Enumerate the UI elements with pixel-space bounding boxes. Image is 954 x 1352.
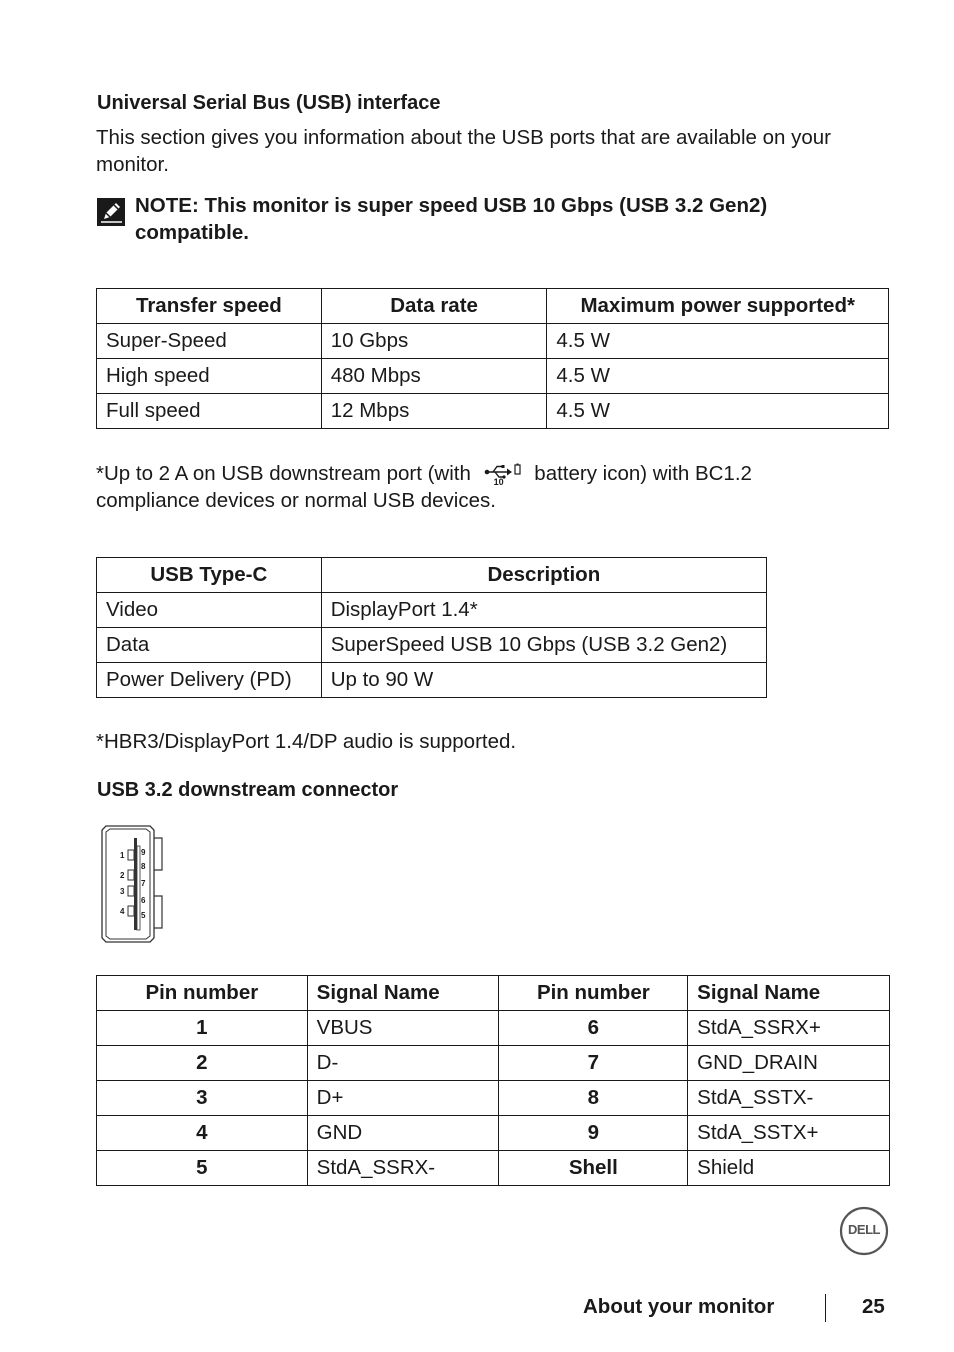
typec-footnote: *HBR3/DisplayPort 1.4/DP audio is supported. [96, 730, 517, 753]
table-row [97, 628, 767, 663]
pin-label: 2 [120, 871, 125, 880]
table-cell: 2 [97, 1046, 308, 1081]
page-number: 25 [862, 1295, 885, 1318]
usb-typec-table [96, 557, 767, 698]
usb-battery-icon [483, 463, 523, 487]
table-header-row [97, 289, 889, 324]
power-footnote-line2: compliance devices or normal USB devices. [96, 489, 496, 512]
table-cell: StdA_SSTX- [688, 1081, 890, 1116]
header-cell: Maximum power supported* [547, 289, 889, 324]
header-cell: Transfer speed [97, 289, 322, 324]
table-cell: High speed [97, 359, 322, 394]
header-cell: Signal Name [688, 976, 890, 1011]
section-heading-downstream: USB 3.2 downstream connector [97, 779, 399, 801]
table-cell: StdA_SSTX+ [688, 1116, 890, 1151]
table-cell: 4.5 W [547, 359, 889, 394]
table-cell: D+ [307, 1081, 499, 1116]
dell-logo [839, 1206, 889, 1256]
table-row [97, 1081, 890, 1116]
pin-label: 9 [141, 848, 146, 857]
table-cell: VBUS [307, 1011, 499, 1046]
table-cell: Video [97, 593, 322, 628]
pin-label: 1 [120, 851, 125, 860]
table-cell: Super-Speed [97, 324, 322, 359]
pin-label: 8 [141, 862, 146, 871]
dell-logo-text: DELL [848, 1222, 880, 1237]
table-cell: SuperSpeed USB 10 Gbps (USB 3.2 Gen2) [321, 628, 766, 663]
pin-assignment-table [96, 975, 890, 1186]
footnote-text: *Up to 2 A on USB downstream port (with [96, 462, 471, 485]
table-cell: 480 Mbps [321, 359, 547, 394]
table-header-row [97, 558, 767, 593]
pin-label: 4 [120, 907, 125, 916]
pin-label: 5 [141, 911, 146, 920]
power-footnote-line1 [96, 460, 752, 487]
header-cell: Pin number [499, 976, 688, 1011]
usb-a-connector-icon [100, 824, 166, 944]
table-cell: 8 [499, 1081, 688, 1116]
table-cell: DisplayPort 1.4* [321, 593, 766, 628]
table-cell: Power Delivery (PD) [97, 663, 322, 698]
header-cell: Signal Name [307, 976, 499, 1011]
table-cell: Up to 90 W [321, 663, 766, 698]
pin-label: 7 [141, 879, 146, 888]
table-cell: 10 Gbps [321, 324, 547, 359]
footer-section-title: About your monitor [583, 1295, 775, 1318]
table-cell: Shield [688, 1151, 890, 1186]
table-row [97, 394, 889, 429]
table-cell: Shell [499, 1151, 688, 1186]
table-cell: 4.5 W [547, 324, 889, 359]
table-cell: 6 [499, 1011, 688, 1046]
table-header-row [97, 976, 890, 1011]
header-cell: Description [321, 558, 766, 593]
table-cell: Data [97, 628, 322, 663]
table-row [97, 1151, 890, 1186]
table-cell: D- [307, 1046, 499, 1081]
pencil-note-icon [97, 198, 125, 226]
table-row [97, 324, 889, 359]
transfer-speed-table [96, 288, 889, 429]
footer-divider [825, 1294, 826, 1322]
table-cell: 5 [97, 1151, 308, 1186]
header-cell: Pin number [97, 976, 308, 1011]
table-cell: GND [307, 1116, 499, 1151]
intro-paragraph: This section gives you information about the USB ports that are available on your monitor. [96, 126, 831, 176]
table-row [97, 593, 767, 628]
note-text: NOTE: This monitor is super speed USB 10 Gbps (USB 3.2 Gen2) compatible. [135, 194, 768, 244]
header-cell: Data rate [321, 289, 547, 324]
table-cell: StdA_SSRX- [307, 1151, 499, 1186]
table-cell: Full speed [97, 394, 322, 429]
table-cell: 1 [97, 1011, 308, 1046]
usb-icon-label: 10 [493, 476, 504, 487]
section-heading-usb-interface: Universal Serial Bus (USB) interface [97, 92, 441, 114]
table-row [97, 663, 767, 698]
table-cell: GND_DRAIN [688, 1046, 890, 1081]
table-row [97, 1011, 890, 1046]
table-cell: 4.5 W [547, 394, 889, 429]
table-cell: 4 [97, 1116, 308, 1151]
table-cell: 7 [499, 1046, 688, 1081]
table-cell: 12 Mbps [321, 394, 547, 429]
table-row [97, 1046, 890, 1081]
table-cell: StdA_SSRX+ [688, 1011, 890, 1046]
footnote-text: battery icon) with BC1.2 [534, 462, 752, 485]
table-row [97, 359, 889, 394]
table-row [97, 1116, 890, 1151]
header-cell: USB Type-C [97, 558, 322, 593]
table-cell: 3 [97, 1081, 308, 1116]
pin-label: 3 [120, 887, 125, 896]
pin-label: 6 [141, 896, 146, 905]
table-cell: 9 [499, 1116, 688, 1151]
